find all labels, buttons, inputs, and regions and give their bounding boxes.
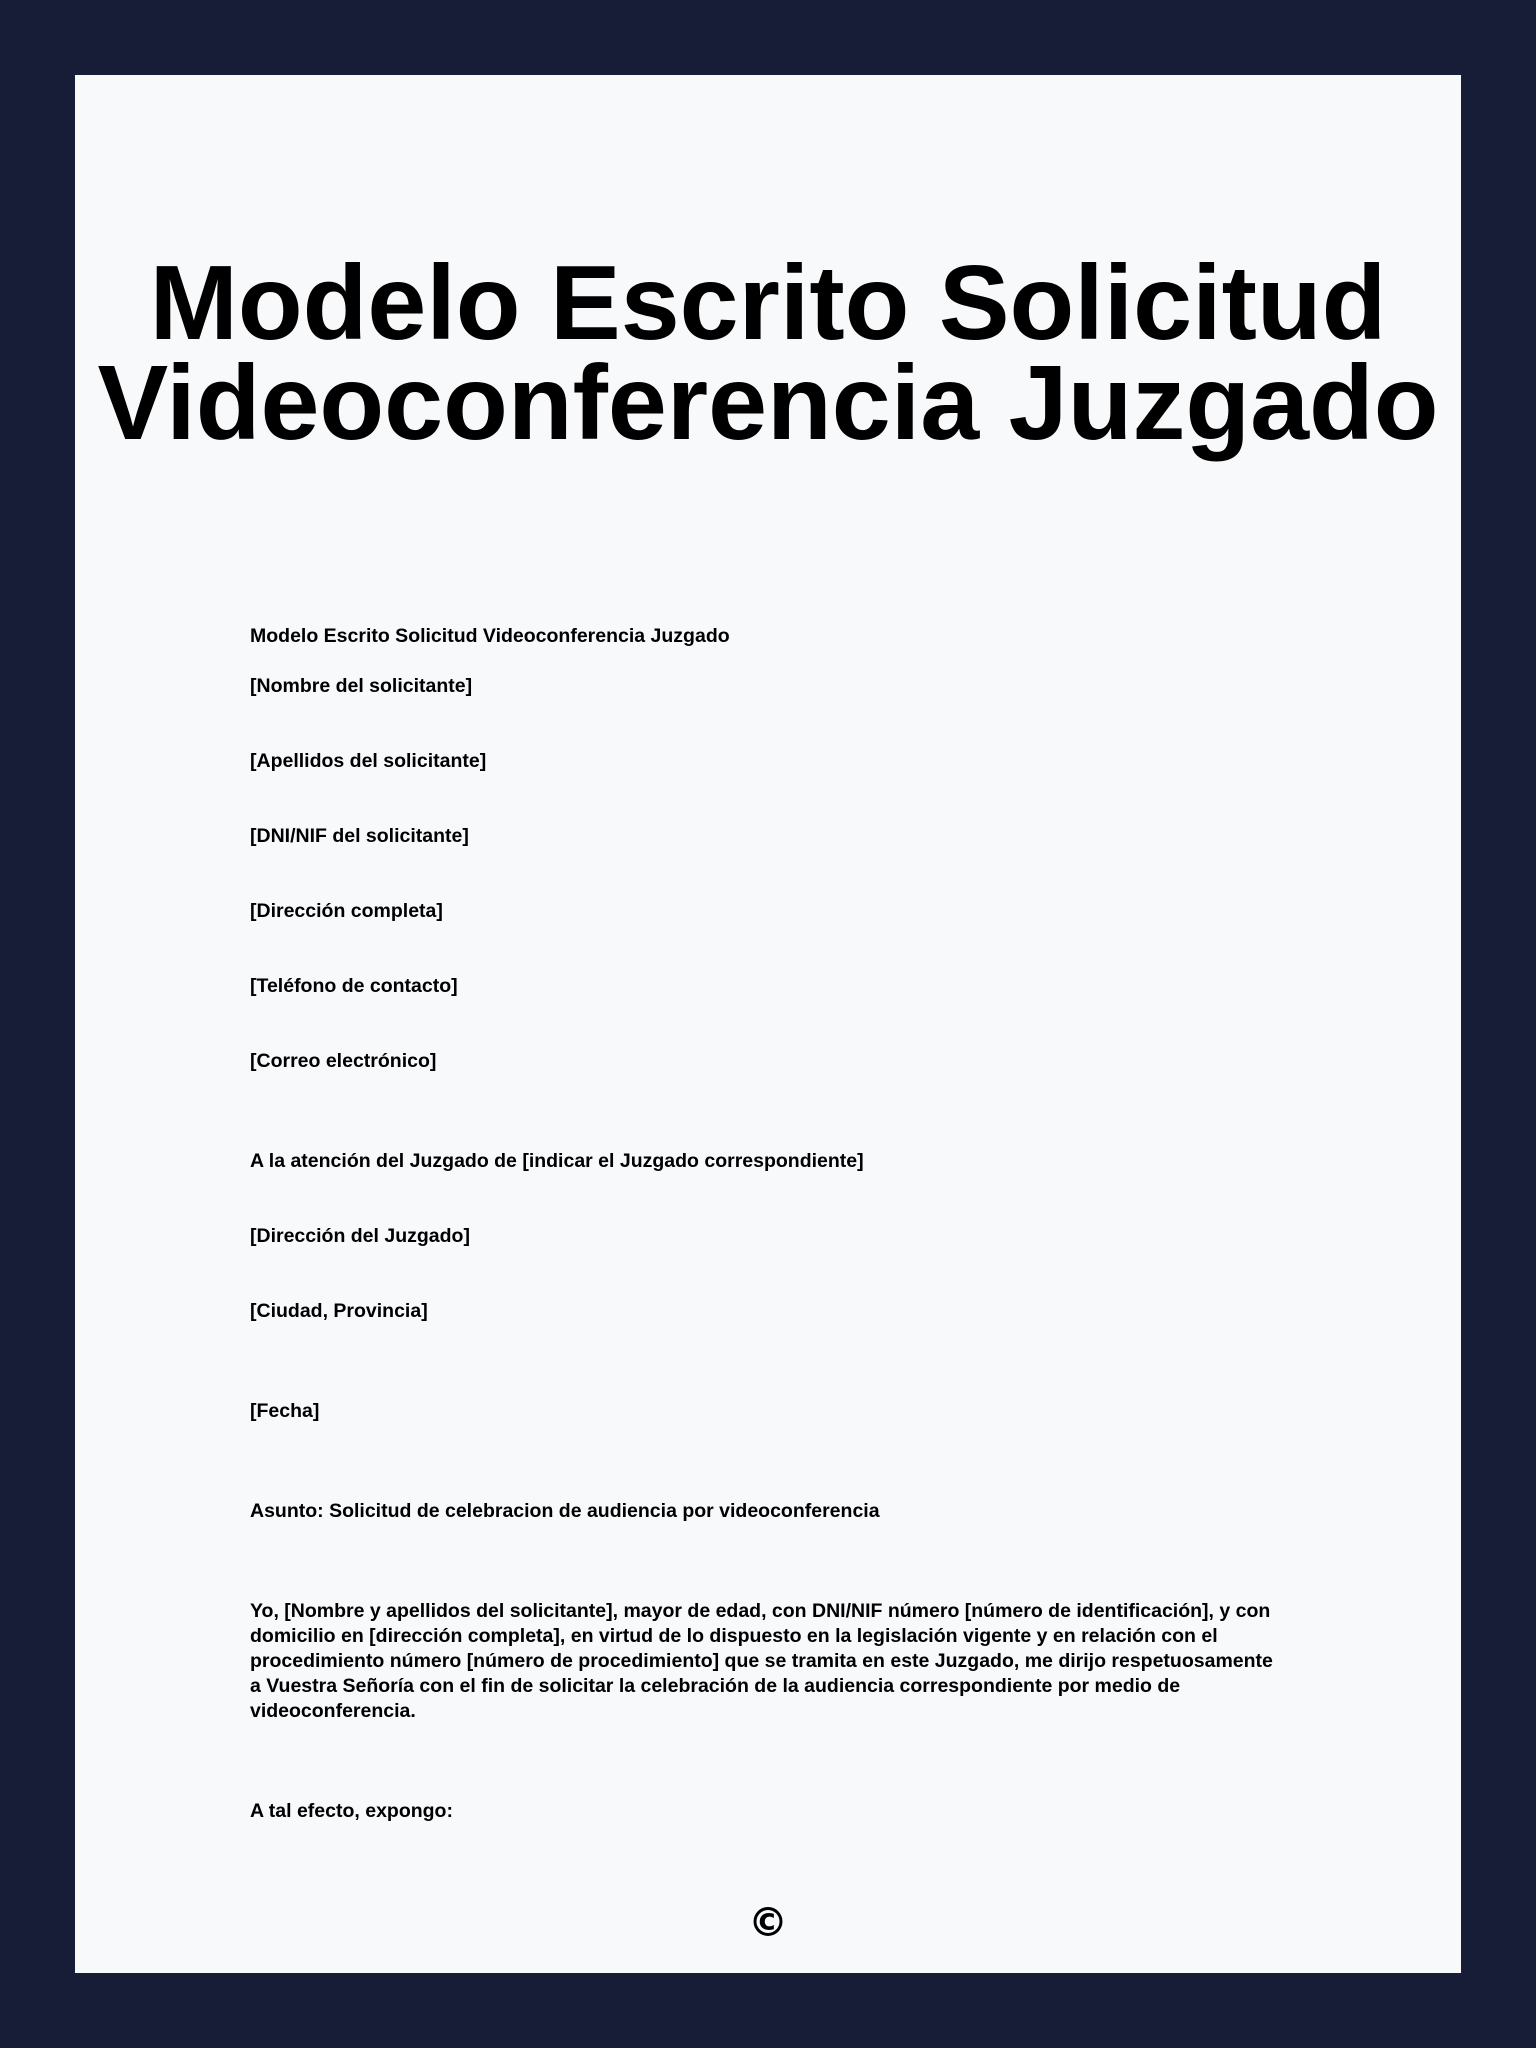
date-line: [Fecha]: [250, 1400, 320, 1422]
document-heading: Modelo Escrito Solicitud Videoconferencia Juzgado: [250, 625, 730, 647]
court-city-line: [Ciudad, Provincia]: [250, 1300, 428, 1322]
document-page: [75, 75, 1461, 1973]
court-attention-line: A la atención del Juzgado de [indicar el Juzgado correspondiente]: [250, 1150, 864, 1172]
applicant-surname-line: [Apellidos del solicitante]: [250, 750, 487, 772]
subject-line: Asunto: Solicitud de celebracion de audiencia por videoconferencia: [250, 1500, 880, 1522]
court-address-line: [Dirección del Juzgado]: [250, 1225, 470, 1247]
title-line-2: Videoconferencia Juzgado: [97, 344, 1439, 462]
request-paragraph: Yo, [Nombre y apellidos del solicitante], mayor de edad, con DNI/NIF número [número de identificación], y con domicilio en [dirección completa], en virtud de lo dispuesto en la legislación vigente y en relación con el procedimiento número [número de procedimiento] que se tramita en este Juzgado, me dirijo respetuosamente a Vuestra Señoría con el fin de solicitar la celebración de la audiencia correspondiente por medio de videoconferencia.: [250, 1600, 1273, 1722]
closing-line: A tal efecto, expongo:: [250, 1800, 453, 1822]
applicant-name-line: [Nombre del solicitante]: [250, 675, 473, 697]
applicant-phone-line: [Teléfono de contacto]: [250, 975, 458, 997]
applicant-email-line: [Correo electrónico]: [250, 1050, 437, 1072]
title-line-1: Modelo Escrito Solicitud: [149, 244, 1387, 362]
document-title: [75, 244, 1461, 462]
applicant-id-line: [DNI/NIF del solicitante]: [250, 825, 469, 847]
copyright-icon: ©: [748, 1900, 788, 1946]
applicant-address-line: [Dirección completa]: [250, 900, 443, 922]
